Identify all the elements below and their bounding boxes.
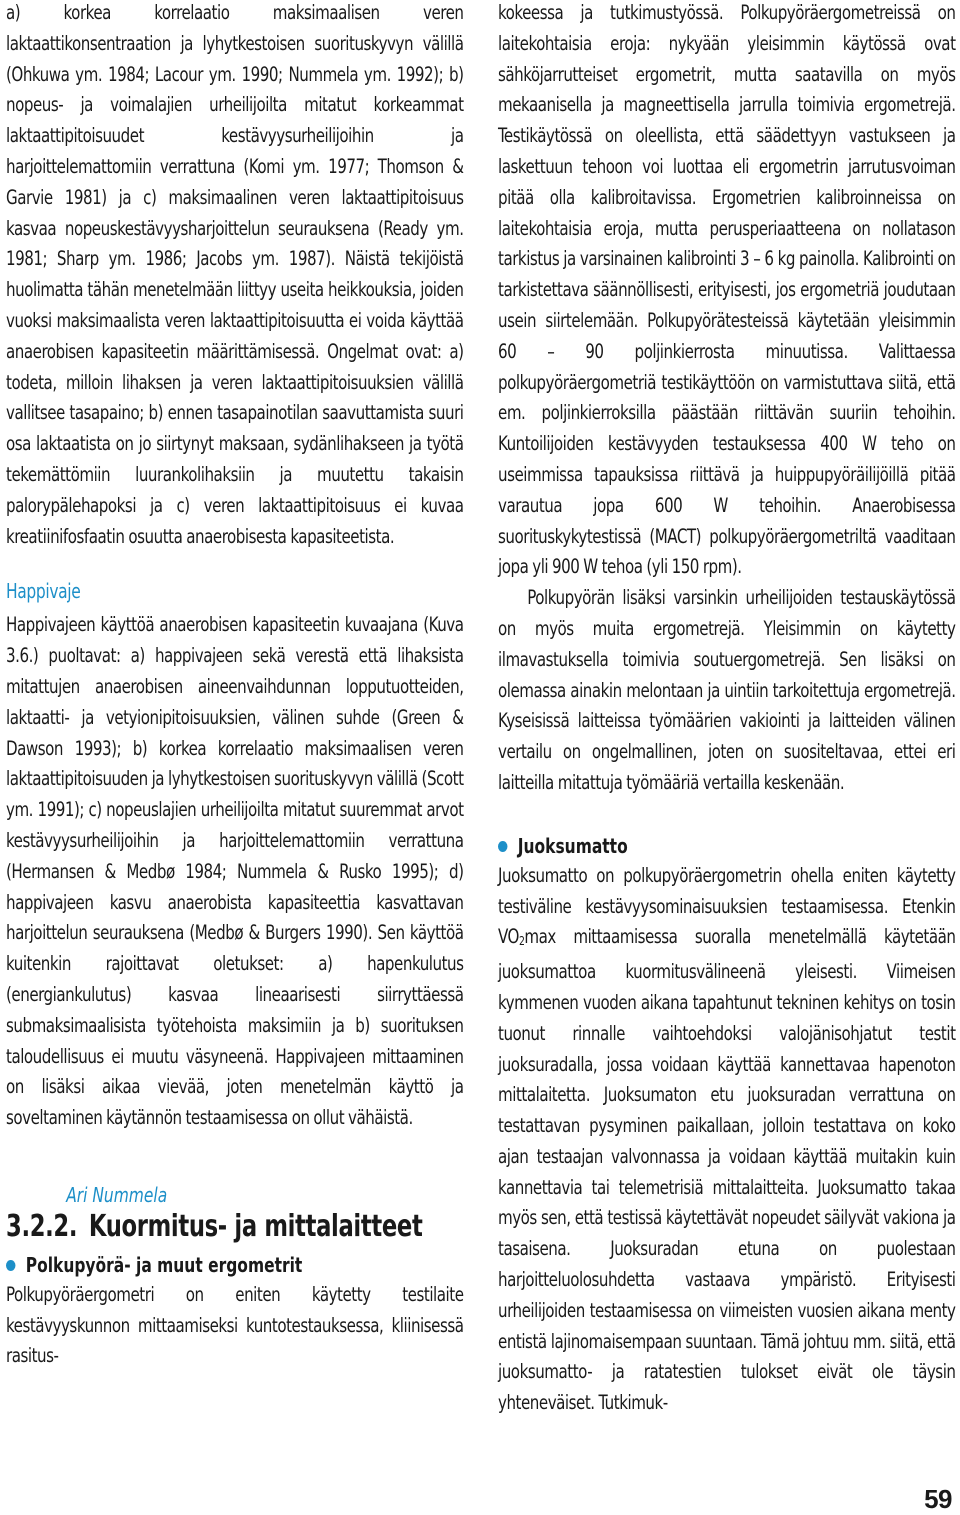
right-paragraph-juoksumatto [498, 861, 956, 1419]
bullet-dot-icon [6, 1260, 15, 1271]
left-column [6, 0, 464, 1372]
section-author: Ari Nummela [66, 1182, 168, 1207]
bullet-heading-text: Juoksumatto [517, 833, 628, 858]
bullet-heading-ergometrit [6, 1250, 464, 1280]
section-title: Kuormitus- ja mittalaitteet [88, 1208, 423, 1244]
left-paragraph-polkupyora: Polkupyöräergometri on eniten käytetty testilaite kestävyyskunnon mittaamiseksi kuntotestauksessa, kliinisessä rasitus- [6, 1282, 464, 1368]
juoksumatto-text-part-1: Juoksumatto on polkupyöräergometrin ohella eniten käytetty testiväline kestävyysominaisuuksien testaamisessa. Etenkin VO [498, 863, 956, 949]
section-heading [6, 1208, 476, 1246]
bullet-dot-icon [498, 841, 507, 852]
subheading-happivaje: Happivaje [6, 579, 81, 604]
right-column [498, 0, 956, 1419]
juoksumatto-text-part-2: max mittaamisessa suoralla menetelmällä käytetään juoksumattoa kuormitusvälineenä yleisesti. Viimeisen kymmenen vuoden aikana tapahtunut tekninen kehitys on tosin tuonut rinnalle vaihtoehdoksi valojänisohjatut testit juoksuradalla, jossa voidaan käyttää kannettavaa hapenoton mittalaitetta. Juoksumaton etu juoksuradan verrattuna on testattavan pysyminen paikallaan, jolloin testattava on koko ajan testaajan valvonnassa ja voidaan käyttää muitakin kuin kannettavia tai telemetrisiä mittalaitteita. Juoksumatto takaa myös sen, että testissä käytettävät nopeudet säilyvät vakiona ja tasaisena. Juoksuradan etuna on puolestaan harjoitteluolosuhdetta vastaava ympäristö. Erityisesti urheilijoiden testaamisessa on viimeisten vuosien aikana menty entistä lajinomaisempaan suuntaan. Tämä johtuu mm. siitä, että juoksumatto- ja ratatestien tulokset eivät ole täysin yhteneväiset. Tutkimuk- [498, 925, 956, 1415]
left-paragraph-happivaje: Happivajeen käyttöä anaerobisen kapasiteetin kuvaajana (Kuva 3.6.) puoltavat: a) happivajeen sekä verestä että lihaksista mitattujen anaerobisen aineenvaihdunnan lopputuotteiden, laktaatti- ja vetyionipitoisuuksien, välinen suhde (Green & Dawson 1993); b) korkea korrelaatio maksimaalisen veren laktaattipitoisuuden ja lyhytkestoisen suorituskyvyn välillä (Scott ym. 1991); c) nopeuslajien urheilijoilta mitatut suuremmat arvot kestävyysurheilijoihin ja harjoittelemattomiin verrattuna (Hermansen & Medbø 1984; Nummela & Rusko 1995); d) happivajeen kasvu anaerobista kapasiteettia kasvattavan harjoittelun seurauksena (Medbø & Burgers 1990). Sen käyttöä kuitenkin rajoittavat oletukset: a) hapenkulutus (energiankulutus) kasvaa lineaarisesti siirryttäessä submaksimaalisista työtehoista maksimiin ja b) suorituksen taloudellisuus ei muutu väsyneenä. Happivajeen mittaaminen on lisäksi aikaa vievää, joten menetelmän käyttö ja soveltaminen käytännön testaamisessa on ollut vähäistä. [6, 613, 464, 1130]
left-paragraph-lactate: a) korkea korrelaatio maksimaalisen veren laktaattikonsentraation ja lyhytkestoisen suorituskyvyn välillä (Ohkuwa ym. 1984; Lacour ym. 1990; Nummela ym. 1992); b) nopeus- ja voimalajien urheilijoilta mitatut korkeammat laktaattipitoisuudet kestävyysurheilijoihin ja harjoittelemattomiin verrattuna (Komi ym. 1977; Thomson & Garvie 1981) ja c) maksimaalinen veren laktaattipitoisuus kasvaa nopeuskestävyysharjoittelun seurauksena (Ready ym. 1981; Sharp ym. 1986; Jacobs ym. 1987). Näistä tekijöistä huolimatta tähän menetelmään liittyy useita heikkouksia, joiden vuoksi maksimaalista veren laktaattipitoisuutta ei voida käyttää anaerobisen kapasiteetin määrittämisessä. Ongelmat ovat: a) todeta, milloin lihaksen ja veren laktaattipitoisuuksien välillä vallitsee tasapaino; b) ennen tasapainotilan saavuttamista suuri osa laktaatista on jo siirtynyt maksaan, sydänlihakseen ja työtä tekemättömiin luurankolihaksiin ja muutettu takaisin palorypälehapoksi ja c) veren laktaattipitoisuus ei kuvaa kreatiinifosfaatin osuutta anaerobisesta kapasiteetista. [6, 1, 464, 548]
subscript-2: 2 [518, 934, 525, 949]
right-paragraph-ergometrit: kokeessa ja tutkimustyössä. Polkupyöräergometreissä on laitekohtaisia eroja: nykyään yleisimmin käytössä ovat sähköjarrutteiset ergometrit, mutta saatavilla on myös mekaanisella ja magneettisella jarrulla toimivia ergometrejä. Testikäytössä on oleellista, että säädettyyn vastukseen ja laskettuun tehoon voi luottaa eli ergometrin jarrutusvoiman pitää olla kalibroitavissa. Ergometrien kalibroinneissa on laitekohtaisia eroja, mutta perusperiaatteena on nollatason tarkistus ja varsinainen kalibrointi 3 – 6 kg painolla. Kalibrointi on tarkistettava säännöllisesti, erityisesti, jos ergometriä joudutaan usein siirtelemään. Polkupyörätesteissä käytetään yleisimmin 60 – 90 poljinkierrosta minuutissa. Valittaessa polkupyöräergometriä testikäyttöön on varmistuttava siitä, että em. poljinkierroksilla päästään riittävän suuriin tehoihin. Kuntoilijoiden kestävyyden testauksessa 400 W teho on useimmissa tapauksissa riittävä ja huippupyöräilijöillä pitää varautua jopa 600 W tehoihin. Anaerobisessa suorituskykytestissä (MACT) polkupyöräergometriltä vaaditaan jopa yli 900 W tehoa (yli 150 rpm). [498, 1, 956, 579]
page-number: 59 [924, 1484, 952, 1514]
bullet-heading-text: Polkupyörä- ja muut ergometrit [25, 1252, 303, 1277]
section-number: 3.2.2. [6, 1208, 78, 1244]
bullet-heading-juoksumatto [498, 831, 956, 861]
right-paragraph-muut-ergometrit: Polkupyörän lisäksi varsinkin urheilijoiden testauskäytössä on myös muita ergometrejä. Yleisimmin on käytetty ilmavastuksella toimivia soutuergometrejä. Sen lisäksi on olemassa ainakin melontaan ja uintiin tarkoitettuja ergometrejä. Kyseisissä laitteissa työmäärien vakiointi ja laitteiden välinen vertailu on ongelmallinen, joten on suositeltavaa, ettei eri laitteilla mitattuja työmääriä vertailla keskenään. [498, 586, 956, 794]
